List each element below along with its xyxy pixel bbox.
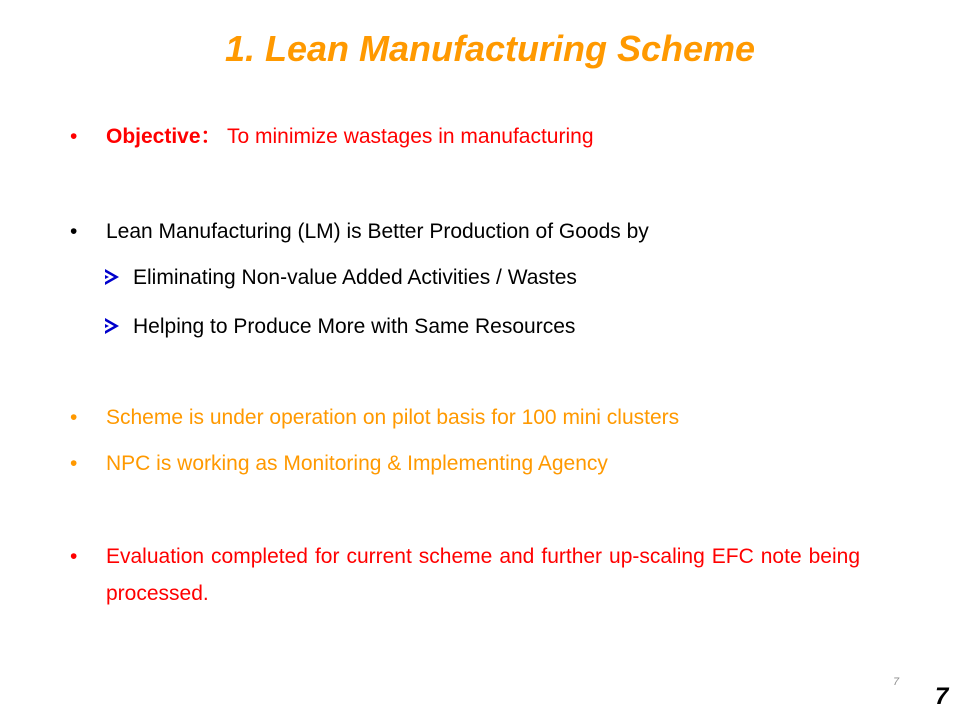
bullet-dot-icon: •: [70, 545, 78, 568]
bullet-evaluation: [70, 538, 860, 612]
arrow-bullet-icon: [105, 269, 119, 285]
sub-point-eliminating: [105, 259, 577, 296]
scheme-status-text: Scheme is under operation on pilot basis for 100 mini clusters: [106, 406, 680, 429]
bullet-lm-definition: [70, 213, 860, 250]
sub-point-helping: [105, 308, 575, 345]
slide-title: 1. Lean Manufacturing Scheme: [224, 28, 756, 69]
evaluation-text: Evaluation completed for current scheme and further up-scaling EFC note being processed.: [106, 545, 860, 605]
arrow-bullet-icon: [105, 318, 119, 334]
slide-number-small: 7: [893, 676, 900, 688]
lm-definition-text: Lean Manufacturing (LM) is Better Production of Goods by: [106, 220, 649, 243]
bullet-dot-icon: •: [70, 452, 78, 475]
bullet-dot-icon: •: [70, 220, 78, 243]
bullet-dot-icon: •: [70, 125, 78, 148]
sub-point-text: Helping to Produce More with Same Resources: [133, 315, 576, 338]
objective-text: To minimize wastages in manufacturing: [221, 125, 594, 148]
objective-label: Objective：: [106, 125, 222, 148]
sub-point-text: Eliminating Non-value Added Activities / Wastes: [133, 266, 577, 289]
npc-role-text: NPC is working as Monitoring & Implementing Agency: [106, 452, 608, 475]
bullet-npc-role: [70, 445, 860, 482]
bullet-objective: [70, 118, 860, 155]
slide-number: 7: [935, 683, 949, 710]
bullet-dot-icon: •: [70, 406, 78, 429]
bullet-scheme-status: [70, 399, 860, 436]
